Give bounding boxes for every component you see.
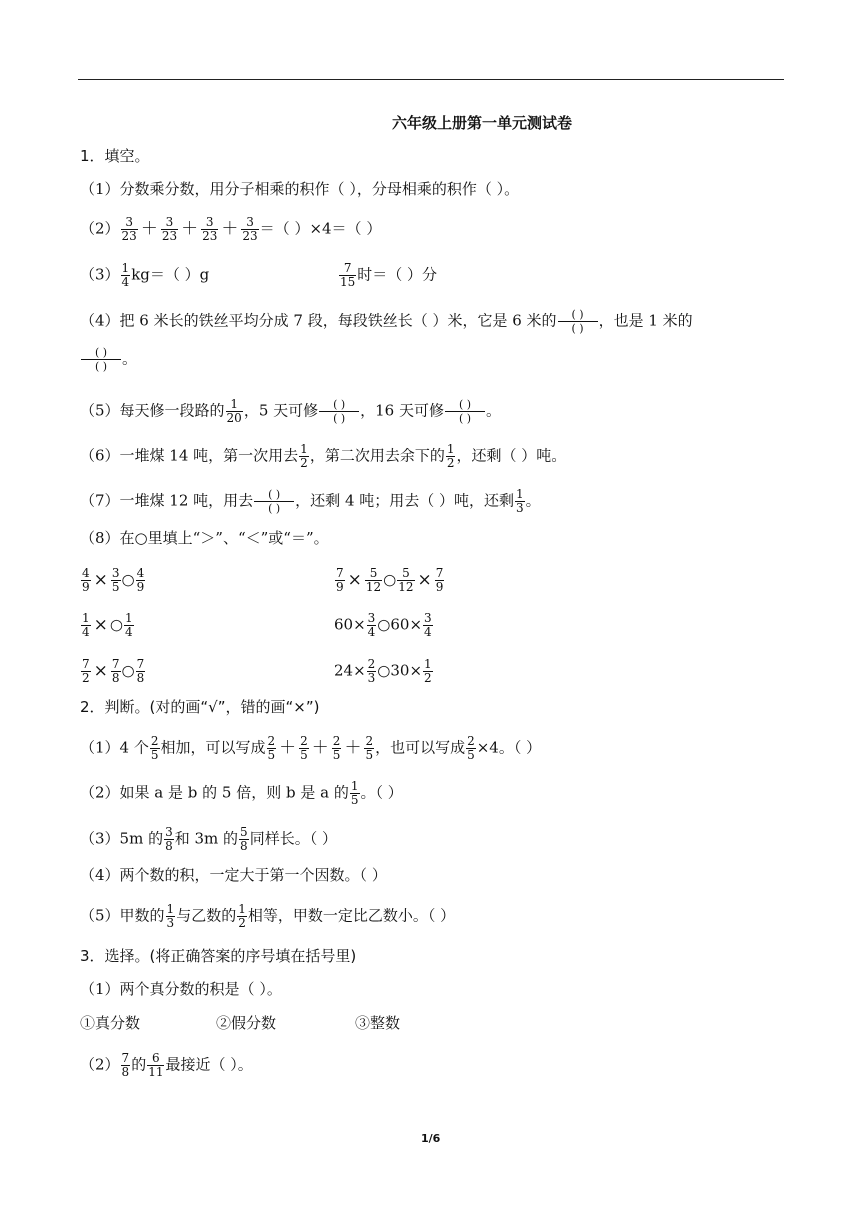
compare-row-1-left: $\frac{4}{9}$ × $\frac{3}{5}$ ○ $\frac{4}{9}$ xyxy=(82,566,145,594)
question-2-2: （2）如果 a 是 b 的 5 倍，则 b 是 a 的 $\frac{1}{5}$ 。（ ） xyxy=(80,779,403,807)
question-1-6: （6）一堆煤 14 吨，第一次用去 $\frac{1}{2}$ ，第二次用去余下的 $\frac{1}{2}$ ，还剩（ ）吨。 xyxy=(80,442,567,470)
compare-row-3-right: 24× $\frac{2}{3}$ ○30× $\frac{1}{2}$ xyxy=(334,657,432,685)
question-3-2: （2） $\frac{7}{8}$ 的 $\frac{6}{11}$ 最接近（ ）。 xyxy=(80,1051,253,1079)
compare-row-2-right: 60× $\frac{3}{4}$ ○60× $\frac{3}{4}$ xyxy=(334,611,432,639)
question-1-1: （1）分数乘分数，用分子相乘的积作（ ），分母相乘的积作（ ）。 xyxy=(80,180,520,198)
question-1-8: （8）在○里填上“＞”、“＜”或“＝”。 xyxy=(80,529,329,547)
question-1-3b: $\frac{7}{15}$ 时＝（ ）分 xyxy=(340,261,438,289)
question-3-1: （1）两个真分数的积是（ ）。 xyxy=(80,980,282,998)
page-title: 六年级上册第一单元测试卷 xyxy=(392,114,573,132)
section-3-heading: 3．选择。(将正确答案的序号填在括号里) xyxy=(80,947,357,965)
question-2-3: （3）5m 的 $\frac{3}{8}$ 和 3m 的 $\frac{5}{8}$ 同样长。（ ） xyxy=(80,825,337,853)
choice-option-1: ①真分数 xyxy=(80,1014,141,1032)
question-1-5: （5）每天修一段路的 $\frac{1}{20}$ ，5 天可修 $\frac{( )}{( )}$ ，16 天可修 $\frac{( )}{( )}$ 。 xyxy=(80,397,502,425)
question-1-4: （4）把 6 米长的铁丝平均分成 7 段，每段铁丝长（ ）米，它是 6 米的 $\frac{( )}{( )}$ ，也是 1 米的 xyxy=(80,308,693,335)
header-rule xyxy=(78,79,784,80)
section-1-heading: 1．填空。 xyxy=(80,147,150,165)
choice-option-2: ②假分数 xyxy=(216,1014,277,1032)
choice-option-3: ③整数 xyxy=(355,1014,401,1032)
compare-row-1-right: $\frac{7}{9}$ × $\frac{5}{12}$ ○ $\frac{5}{12}$ × $\frac{7}{9}$ xyxy=(336,566,444,594)
question-2-4: （4）两个数的积，一定大于第一个因数。（ ） xyxy=(80,866,387,884)
question-1-3: （3） $\frac{1}{4}$ kg＝（ ）g xyxy=(80,261,210,289)
question-1-2: （2） $\frac{3}{23}$ ＋ $\frac{3}{23}$ ＋ $\frac{3}{23}$ ＋ $\frac{3}{23}$ ＝（ ）×4＝（ ） xyxy=(80,215,382,243)
page-number: 1/6 xyxy=(421,1132,441,1145)
section-2-heading: 2．判断。(对的画“√”，错的画“×”) xyxy=(80,698,320,716)
question-1-7: （7）一堆煤 12 吨，用去 $\frac{( )}{( )}$ ，还剩 4 吨；用去（ ）吨，还剩 $\frac{1}{3}$ 。 xyxy=(80,487,541,515)
question-1-4-cont: $\frac{( )}{( )}$ 。 xyxy=(80,346,137,373)
compare-row-3-left: $\frac{7}{2}$ × $\frac{7}{8}$ ○ $\frac{7}{8}$ xyxy=(82,657,145,685)
question-2-1: （1）4 个 $\frac{2}{5}$ 相加，可以写成 $\frac{2}{5}$ ＋ $\frac{2}{5}$ ＋ $\frac{2}{5}$ ＋ $\frac{2}{5}$ ，也可以写成 $\frac{2}{5}$ ×4。（ ） xyxy=(80,734,542,762)
question-2-5: （5）甲数的 $\frac{1}{3}$ 与乙数的 $\frac{1}{2}$ 相等，甲数一定比乙数小。（ ） xyxy=(80,902,456,930)
compare-row-2-left: $\frac{1}{4}$ × ○ $\frac{1}{4}$ xyxy=(82,611,133,639)
